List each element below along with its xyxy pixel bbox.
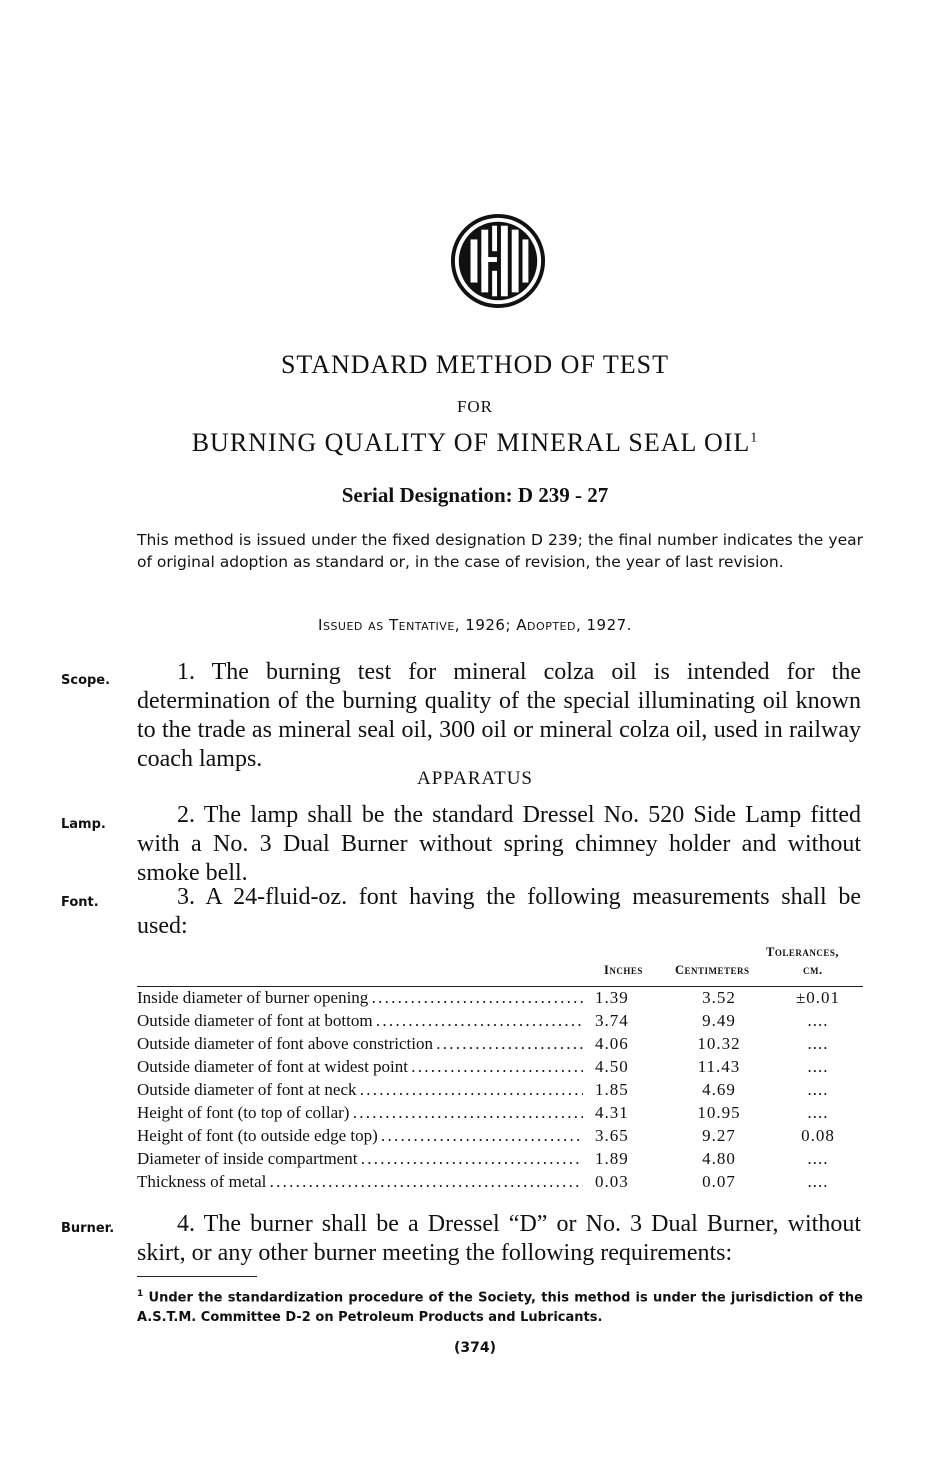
title-line-2-text: BURNING QUALITY OF MINERAL SEAL OIL (191, 428, 751, 457)
row-cm: 3.52 (702, 988, 736, 1007)
row-tolerance: .... (807, 1080, 829, 1099)
footnote-text: Under the standardization procedure of the Society, this method is under the jurisdiction of the A.S.T.M. Committee D-2 on Petroleum Products and Lubricants. (137, 1290, 863, 1326)
section-font-text (137, 883, 861, 941)
side-label-scope: Scope. (61, 673, 111, 688)
row-cm: 9.49 (702, 1011, 736, 1030)
table-row (137, 1055, 863, 1078)
designation-note: This method is issued under the fixed designation D 239; the final number indicates the year of original adoption as standard or, in the case of revision, the year of last revision. (137, 531, 863, 571)
row-cm: 9.27 (702, 1126, 736, 1145)
title-line-1: STANDARD METHOD OF TEST (280, 350, 670, 379)
row-tolerance: .... (807, 1034, 829, 1053)
title-line-2 (0, 428, 950, 458)
astm-logo (449, 212, 547, 310)
row-label: Height of font (to outside edge top) . . . (137, 1124, 583, 1147)
title-for: FOR (456, 397, 494, 416)
row-inches: 3.74 (595, 1011, 629, 1030)
side-label-burner: Burner. (61, 1221, 115, 1236)
row-cm: 4.80 (702, 1149, 736, 1168)
row-tolerance: .... (807, 1149, 829, 1168)
table-row (137, 1032, 863, 1055)
row-label: Outside diameter of font above constriction . . . (137, 1032, 583, 1055)
row-label: Outside diameter of font at neck . . . (137, 1078, 583, 1101)
header-tolerances-line1: Tolerances, (766, 945, 839, 959)
row-tolerance: ±0.01 (795, 988, 841, 1007)
table-row (137, 1170, 863, 1193)
row-inches: 0.03 (595, 1172, 629, 1191)
row-inches: 1.39 (595, 988, 629, 1007)
table-row (137, 1078, 863, 1101)
section-font-body: 3. A 24-fluid-oz. font having the following measurements shall be used: (137, 884, 861, 939)
row-cm: 0.07 (702, 1172, 736, 1191)
issued-line: Issued as Tentative, 1926; Adopted, 1927. (318, 616, 632, 634)
row-label: Height of font (to top of collar) . . . (137, 1101, 583, 1124)
apparatus-heading: APPARATUS (416, 768, 533, 789)
serial-designation: Serial Designation: D 239 - 27 (341, 483, 609, 507)
footnote-mark: 1 (137, 1289, 144, 1299)
table-row (137, 1101, 863, 1124)
row-tolerance: 0.08 (801, 1126, 835, 1145)
row-inches: 4.31 (595, 1103, 629, 1122)
side-label-font: Font. (61, 895, 99, 910)
section-lamp-text (137, 801, 861, 888)
title-footnote-mark: 1 (750, 430, 759, 446)
table-row (137, 986, 863, 1009)
table-row (137, 1009, 863, 1032)
row-cm: 11.43 (697, 1057, 741, 1076)
table-row (137, 1124, 863, 1147)
page-number: (374) (453, 1340, 497, 1356)
row-tolerance: .... (807, 1011, 829, 1030)
section-burner-text (137, 1210, 861, 1268)
row-inches: 4.06 (595, 1034, 629, 1053)
row-tolerance: .... (807, 1103, 829, 1122)
section-scope-body: 1. The burning test for mineral colza oil is intended for the determination of the burning quality of the special illuminating oil known to the trade as mineral seal oil, 300 oil or mineral colza oil, used in railway coach lamps. (137, 659, 861, 772)
row-cm: 10.32 (697, 1034, 741, 1053)
table-row (137, 1147, 863, 1170)
section-lamp-body: 2. The lamp shall be the standard Dressel No. 520 Side Lamp fitted with a No. 3 Dual Burner without spring chimney holder and without smoke bell. (137, 802, 861, 886)
row-label: Thickness of metal . . . (137, 1170, 583, 1193)
row-label: Inside diameter of burner opening . . . (137, 986, 583, 1009)
row-cm: 10.95 (697, 1103, 741, 1122)
section-scope-text (137, 658, 861, 774)
section-burner-body: 4. The burner shall be a Dressel “D” or No. 3 Dual Burner, without skirt, or any other burner meeting the following requirements: (137, 1211, 861, 1266)
side-label-lamp: Lamp. (61, 817, 106, 832)
row-inches: 4.50 (595, 1057, 629, 1076)
row-tolerance: .... (807, 1057, 829, 1076)
footnote-rule (137, 1276, 257, 1277)
header-centimeters: Centimeters (675, 963, 750, 977)
row-label: Diameter of inside compartment . . . (137, 1147, 583, 1170)
row-tolerance: .... (807, 1172, 829, 1191)
header-inches: Inches (604, 963, 643, 977)
row-inches: 1.89 (595, 1149, 629, 1168)
row-cm: 4.69 (702, 1080, 736, 1099)
row-label: Outside diameter of font at bottom . . . (137, 1009, 583, 1032)
footnote (137, 1284, 863, 1328)
row-inches: 3.65 (595, 1126, 629, 1145)
row-label: Outside diameter of font at widest point . . . (137, 1055, 583, 1078)
header-tolerances-line2: cm. (803, 963, 823, 977)
row-inches: 1.85 (595, 1080, 629, 1099)
